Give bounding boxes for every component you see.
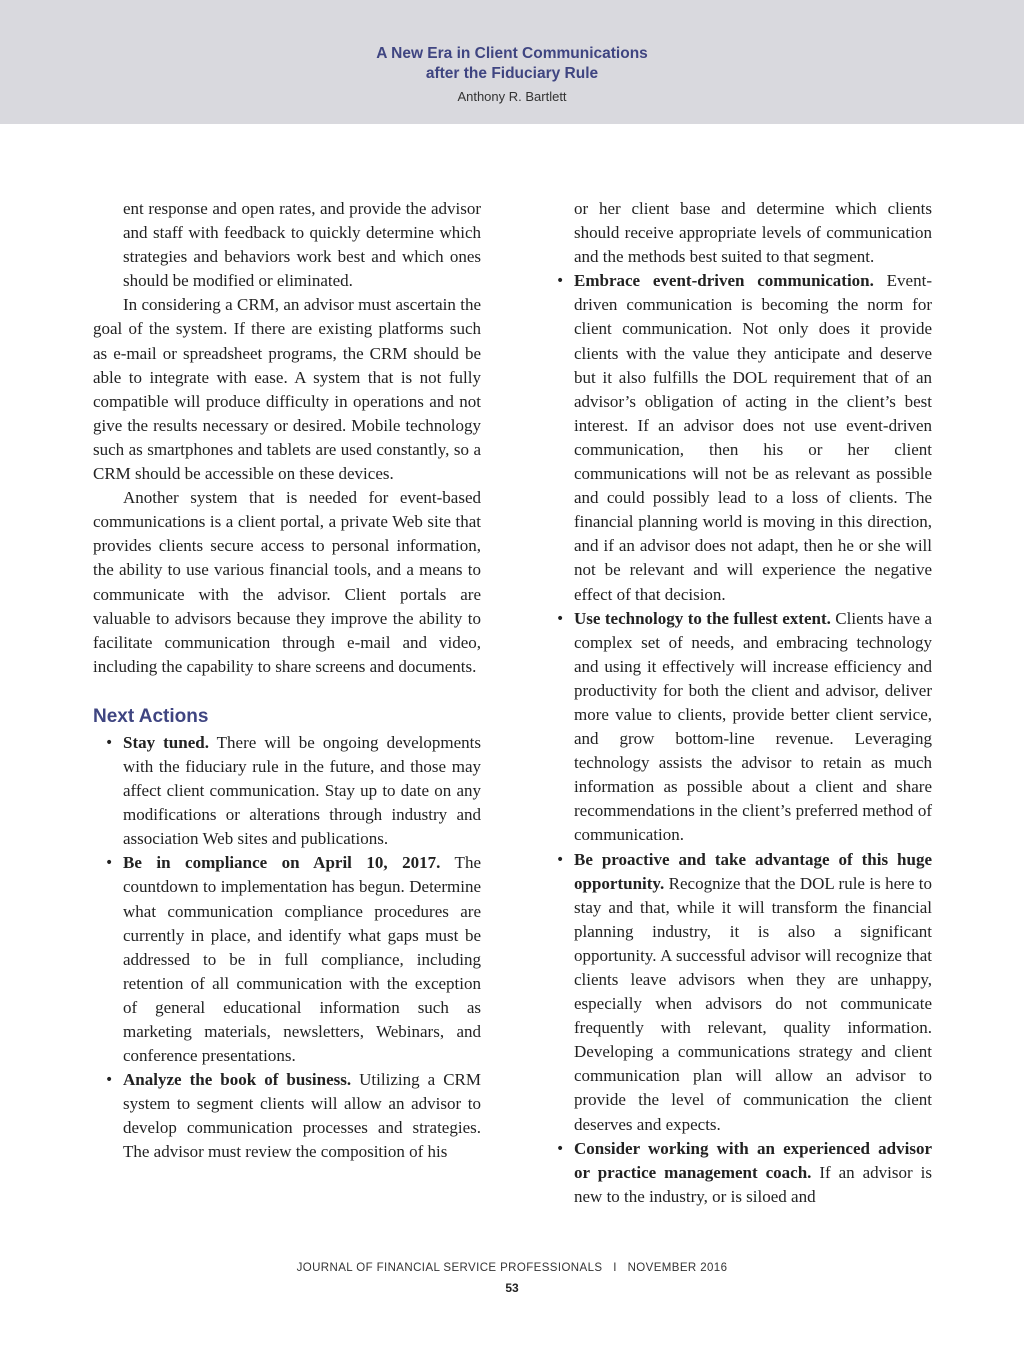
bullet-icon: •	[556, 273, 565, 290]
bullet-icon: •	[556, 851, 565, 868]
bullet-item	[93, 731, 481, 851]
bullet-lead: Embrace event-driven communication.	[574, 271, 874, 291]
bullet-icon: •	[105, 734, 114, 751]
bullet-lead: Consider working with an experienced advisor or practice management coach.	[574, 1138, 932, 1182]
paragraph: Another system that is needed for event-based communications is a client portal, a private Web site that provides clients secure access to personal information, the ability to use various financial tools, and a means to communicate with the advisor. Client portals are valuable to advisors because they improve the ability to facilitate communication through e-mail and video, including the capability to share screens and documents.	[93, 488, 481, 676]
article-title	[0, 44, 1024, 84]
bullet-item	[93, 1068, 481, 1164]
bullet-text: If an advisor is new to the industry, or is siloed and	[574, 1162, 932, 1206]
bullet-lead: Use technology to the fullest extent.	[574, 608, 831, 628]
bullet-icon: •	[556, 1140, 565, 1157]
bullet-item	[544, 269, 932, 606]
bullet-list	[544, 269, 932, 1209]
right-column	[544, 197, 932, 1209]
paragraph: In considering a CRM, an advisor must ascertain the goal of the system. If there are existing platforms such as e-mail or spreadsheet programs, the CRM should be able to integrate with ease. A system that is not fully compatible will produce difficulty in operations and not give the results necessary or desired. Mobile technology such as smartphones and tablets are used constantly, so a CRM should be accessible on these devices.	[93, 295, 481, 484]
page-number: 53	[505, 1281, 519, 1295]
section-heading: Next Actions	[93, 705, 209, 727]
bullet-icon: •	[105, 1072, 114, 1089]
bullet-text: Clients have a complex set of needs, and embracing technology and using it effectively will increase efficiency and productivity for both the client and advisor, deliver more value to clients, provide better client service, and grow bottom-line revenue. Leveraging technology assists the advisor to retain as much information as possible about a client and share recommendations in the client’s preferred method of communication.	[574, 608, 932, 845]
bullet-lead: Analyze the book of business.	[123, 1070, 352, 1090]
paragraph: or her client base and determine which clients should receive appropriate levels of communication and the methods best suited to that segment.	[574, 199, 932, 267]
running-header	[0, 0, 1024, 124]
left-column	[93, 197, 481, 1165]
article-title-line-2: after the Fiduciary Rule	[425, 65, 599, 82]
bullet-item	[93, 851, 481, 1068]
article-author: Anthony R. Bartlett	[457, 89, 567, 104]
bullet-text: There will be ongoing developments with the fiduciary rule in the future, and those may affect client communication. Stay up to date on any modifications or alterations through industry and association Web sites and publications.	[123, 732, 481, 849]
bullet-lead: Be proactive and take advantage of this huge opportunity.	[574, 849, 932, 893]
bullet-lead: Stay tuned.	[123, 732, 209, 752]
bullet-text: Utilizing a CRM system to segment clients will allow an advisor to develop communication processes and strategies. The advisor must review the composition of his	[123, 1070, 481, 1162]
running-footer	[0, 1262, 1024, 1295]
paragraph: ent response and open rates, and provide the advisor and staff with feedback to quickly determine which strategies and behaviors work best and which ones should be modified or eliminated.	[123, 199, 481, 291]
bullet-text: Event-driven communication is becoming the norm for client communication. Not only does it provide clients with the value they anticipate and deserve but it also fulfills the DOL requirement that of an advisor’s obligation of acting in the client’s best interest. If an advisor does not use event-driven communication, then his or her client communications will not be as relevant as possible and could possibly lead to a loss of clients. The financial planning world is moving in this direction, and if an advisor does not adapt, then he or she will not be relevant and will experience the negative effect of that decision.	[574, 271, 932, 604]
bullet-text: Recognize that the DOL rule is here to stay and that, while it will transform the financial planning industry, it is also a significant opportunity. A successful advisor will recognize that clients leave advisors when they are unhappy, especially when advisors do not communicate frequently with relevant, quality information. Developing a communications strategy and client communication plan will allow an advisor to provide the level of communication the client deserves and expects.	[574, 873, 932, 1134]
bullet-item	[544, 1137, 932, 1209]
article-title-line-1: A New Era in Client Communications	[376, 45, 648, 62]
bullet-icon: •	[556, 610, 565, 627]
journal-name: JOURNAL OF FINANCIAL SERVICE PROFESSIONALS I NOVEMBER 2016	[296, 1262, 728, 1274]
bullet-text: The countdown to implementation has begun. Determine what communication compliance procedures are currently in place, and identify what gaps must be addressed to be in full compliance, including retention of all communication with the exception of general educational information such as marketing materials, newsletters, Webinars, and conference presentations.	[123, 853, 481, 1066]
bullet-lead: Be in compliance on April 10, 2017.	[123, 853, 441, 873]
bullet-item	[544, 607, 932, 848]
bullet-icon: •	[105, 855, 114, 872]
bullet-list	[93, 731, 481, 1165]
bullet-item	[544, 848, 932, 1137]
